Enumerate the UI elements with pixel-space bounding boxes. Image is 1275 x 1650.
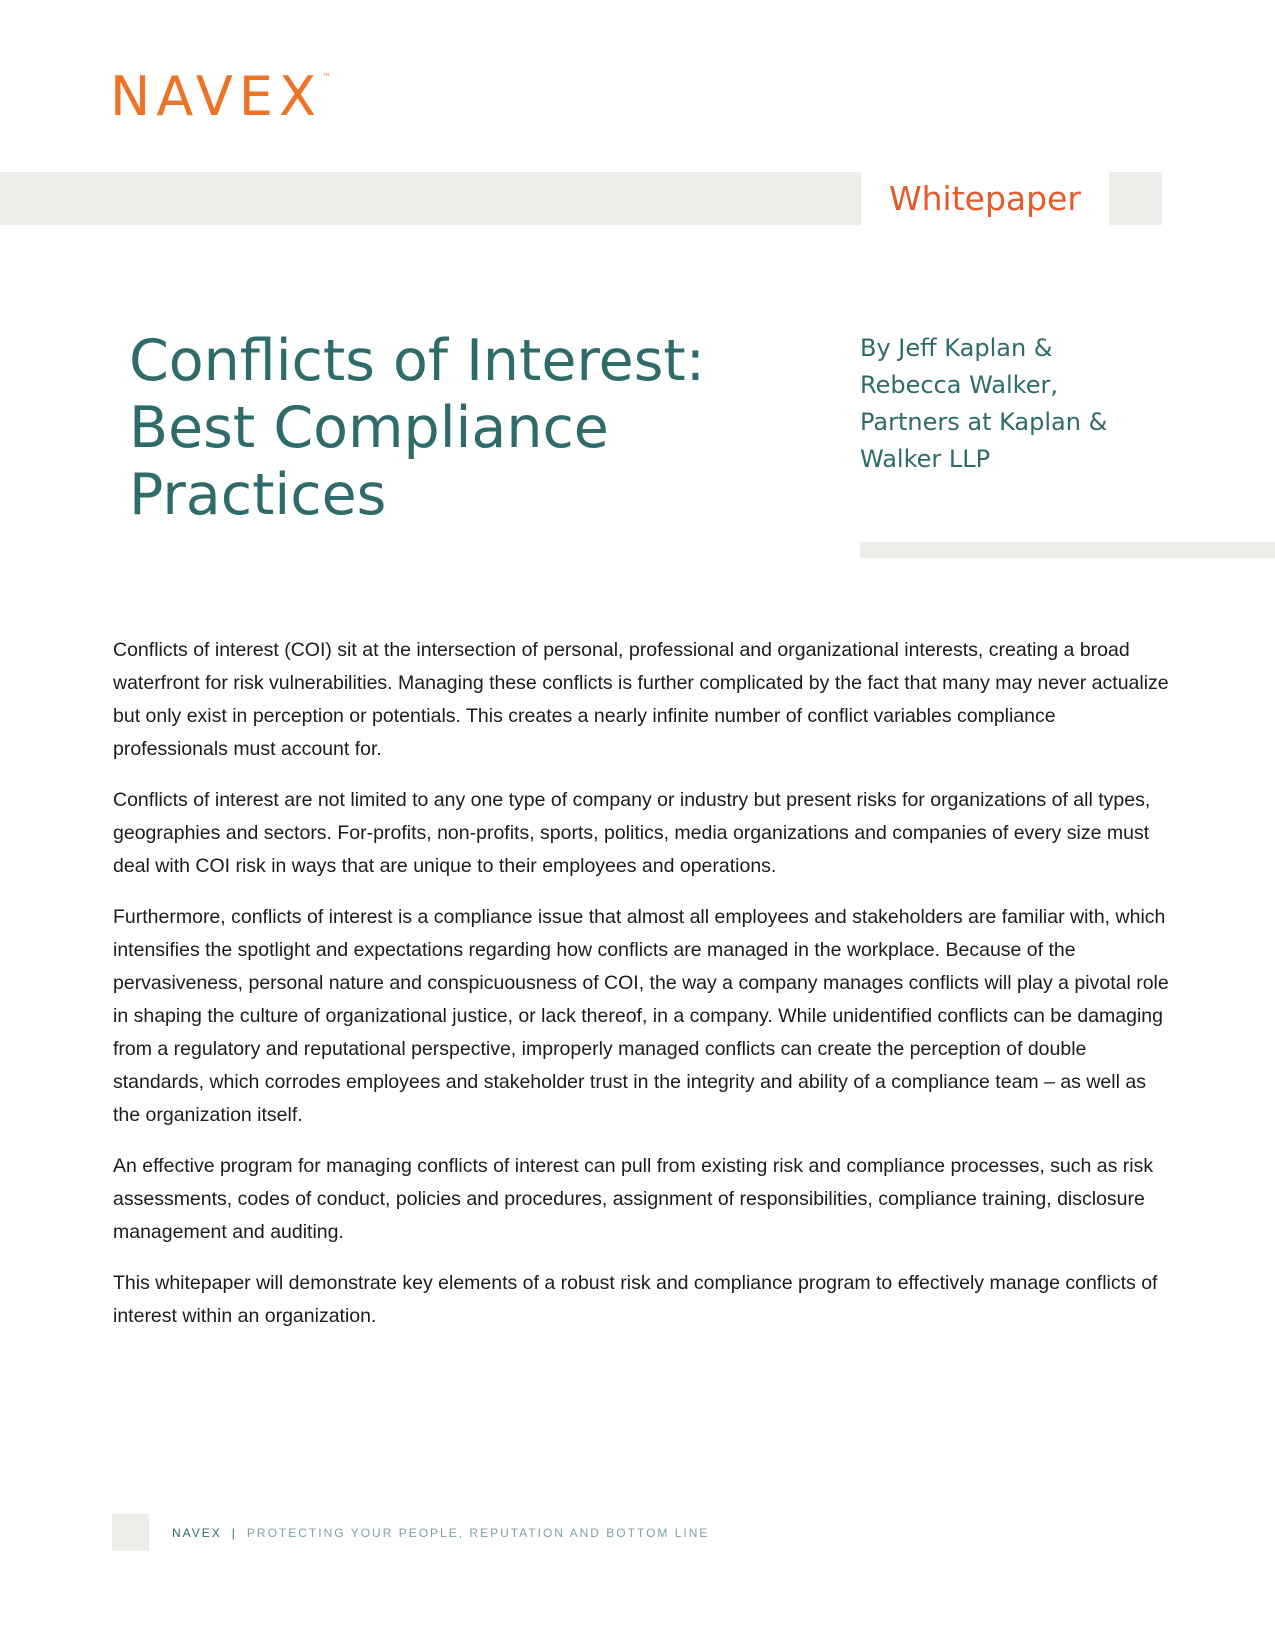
navex-logo	[110, 65, 331, 128]
page-title	[129, 328, 749, 529]
body-paragraph: Conflicts of interest (COI) sit at the intersection of personal, professional and organizational interests, creating a broad waterfront for risk vulnerabilities. Managing these conflicts is further complicated by the fact that many may never actualize but only exist in perception or potentials. This creates a nearly infinite number of conflict variables compliance professionals must account for.	[113, 639, 1169, 760]
footer-tagline: PROTECTING YOUR PEOPLE, REPUTATION AND BOTTOM LINE	[246, 1526, 710, 1540]
title-line: Best Compliance	[129, 395, 609, 461]
logo-text: NAVEX	[110, 65, 322, 128]
body-paragraph: Conflicts of interest are not limited to any one type of company or industry but present risks for organizations of all types, geographies and sectors. For-profits, non-profits, sports, politics, media organizations and companies of every size must deal with COI risk in ways that are unique to their employees and operations.	[113, 789, 1151, 877]
doc-type-label: Whitepaper	[889, 179, 1081, 218]
byline-line: Rebecca Walker,	[860, 371, 1058, 399]
title-line: Conflicts of Interest:	[129, 328, 705, 394]
byline-divider	[860, 542, 1275, 558]
logo-trademark: ™	[321, 73, 331, 83]
byline-line: Walker LLP	[860, 445, 991, 473]
byline-line: By Jeff Kaplan &	[860, 334, 1053, 362]
body-paragraph: Furthermore, conflicts of interest is a compliance issue that almost all employees and stakeholders are familiar with, which intensifies the spotlight and expectations regarding how conflicts are managed in the workplace. Because of the pervasiveness, personal nature and conspicuousness of COI, the way a company manages conflicts will play a pivotal role in shaping the culture of organizational justice, or lack thereof, in a company. While unidentified conflicts can be damaging from a regulatory and reputational perspective, improperly managed conflicts can create the perception of double standards, which corrodes employees and stakeholder trust in the integrity and ability of a compliance team – as well as the organization itself.	[113, 906, 1169, 1126]
body-text	[113, 634, 1173, 1351]
author-byline	[860, 330, 1240, 478]
header-band	[0, 172, 861, 225]
byline-line: Partners at Kaplan &	[860, 408, 1108, 436]
footer-square	[112, 1514, 149, 1551]
footer-brand: NAVEX	[172, 1526, 222, 1540]
page-footer	[172, 1525, 709, 1541]
body-paragraph: An effective program for managing conflicts of interest can pull from existing risk and compliance processes, such as risk assessments, codes of conduct, policies and procedures, assignment of responsibilities, compliance training, disclosure management and auditing.	[113, 1155, 1154, 1243]
body-paragraph: This whitepaper will demonstrate key elements of a robust risk and compliance program to effectively manage conflicts of interest within an organization.	[113, 1272, 1158, 1327]
footer-separator: |	[231, 1526, 237, 1540]
header-band-square	[1109, 172, 1162, 225]
title-line: Practices	[129, 462, 387, 528]
